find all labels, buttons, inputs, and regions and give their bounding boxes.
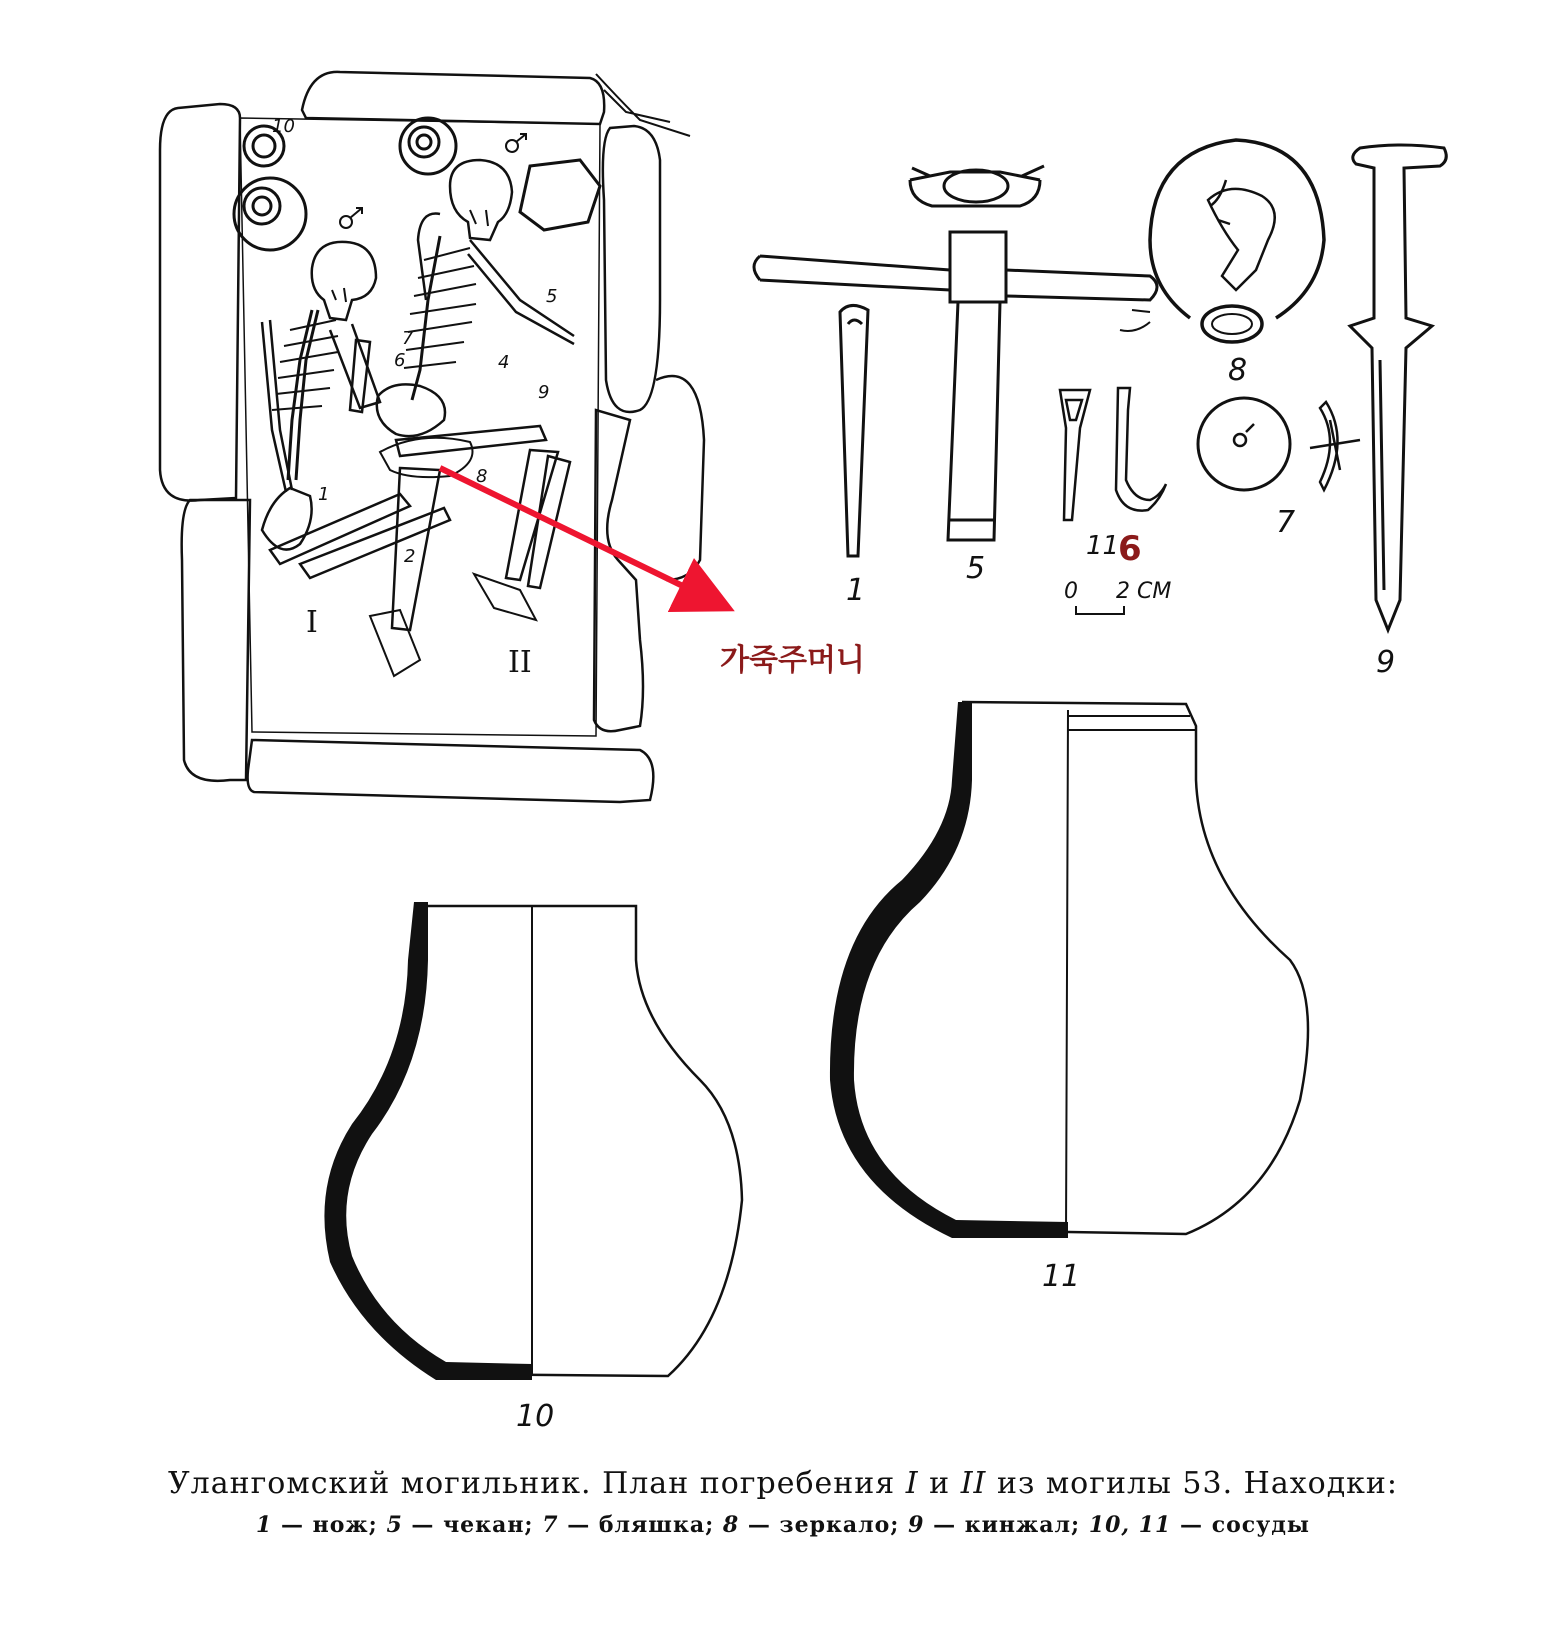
legend-item <box>542 1512 714 1538</box>
spine-2 <box>412 236 440 400</box>
skull-2 <box>450 160 512 240</box>
slab-top <box>302 72 604 124</box>
plan-numbers <box>272 116 557 567</box>
femur-2 <box>396 426 546 456</box>
vessel-10-outline <box>333 906 742 1376</box>
slab-left-upper <box>160 104 240 501</box>
legend-text: — бляшка; <box>567 1512 715 1538</box>
pouch-annotation: 가죽주머니 <box>720 643 865 678</box>
label-pick: 5 <box>966 551 986 586</box>
small-object-a <box>1060 390 1090 520</box>
caption-title-end: из могилы 53. Находки: <box>996 1466 1399 1501</box>
small-object-b <box>1116 388 1166 511</box>
burial-1-label: I <box>306 605 318 640</box>
caption-conj: и <box>929 1466 951 1501</box>
legend-num: 10, 11 <box>1088 1512 1172 1538</box>
slab-right-upper <box>603 126 660 412</box>
plan-num-1: 1 <box>318 484 330 505</box>
label-knife: 1 <box>846 573 866 608</box>
grave-vessel-11 <box>400 118 456 174</box>
knife-drawing <box>840 305 868 556</box>
scale-two-cm: 2 СМ <box>1116 579 1172 604</box>
burial-2-label: II <box>508 645 532 680</box>
grave-plan <box>160 72 704 802</box>
caption-legend <box>0 1512 1566 1538</box>
pelvis-2 <box>377 384 445 436</box>
legend-num: 5 <box>386 1512 403 1538</box>
label-vessel-11: 11 <box>1042 1259 1081 1294</box>
label-added-6: 6 <box>1118 529 1142 569</box>
caption-roman-1: I <box>905 1466 919 1501</box>
label-vessel-10: 10 <box>516 1399 555 1434</box>
legend-text: — сосуды <box>1180 1512 1310 1538</box>
legend-item <box>386 1512 533 1538</box>
vessel-11-section <box>830 702 1068 1238</box>
skull-1 <box>312 242 376 320</box>
finds-labels <box>846 353 1395 680</box>
ulna-1 <box>350 340 370 412</box>
legend-item <box>1089 1512 1310 1538</box>
grave-vessel-10 <box>234 126 306 250</box>
plaque-drawing <box>1198 398 1360 490</box>
plan-num-7: 7 <box>402 328 414 349</box>
plan-num-6: 6 <box>394 350 406 371</box>
crack-lines <box>596 74 690 136</box>
slab-right-lower <box>594 410 643 731</box>
vessel-10-section <box>324 902 532 1380</box>
plan-num-8: 8 <box>476 466 488 487</box>
arm-2 <box>418 214 574 344</box>
caption-roman-2: II <box>960 1466 987 1501</box>
dagger-drawing <box>1350 145 1446 630</box>
legend-num: 9 <box>908 1512 925 1538</box>
caption-title <box>0 1466 1566 1501</box>
plan-num-5: 5 <box>546 286 558 307</box>
scale-zero: 0 <box>1064 579 1078 604</box>
ribs-2 <box>404 248 476 368</box>
label-dagger: 9 <box>1376 645 1396 680</box>
legend-text: — кинжал; <box>933 1512 1081 1538</box>
mirror-drawing <box>1150 140 1324 342</box>
skeleton-1 <box>262 242 450 578</box>
legend-item <box>723 1512 900 1538</box>
slab-right-outer <box>656 376 704 580</box>
legend-num: 8 <box>722 1512 740 1538</box>
plan-num-4: 4 <box>498 352 510 373</box>
scale-bar <box>1076 606 1124 614</box>
pick-drawing <box>754 166 1157 540</box>
legend-text: — чекан; <box>411 1512 534 1538</box>
legend-text: — зеркало; <box>747 1512 900 1538</box>
label-mirror: 8 <box>1228 353 1248 388</box>
legend-item <box>256 1512 378 1538</box>
annotation-arrow <box>440 468 724 606</box>
spine-1 <box>288 310 318 480</box>
slab-left-lower <box>182 500 250 781</box>
legend-num: 1 <box>256 1512 273 1538</box>
vessel-11-drawing <box>830 702 1308 1294</box>
plan-num-10: 10 <box>272 116 295 137</box>
legend-item <box>908 1512 1080 1538</box>
label-plaque: 7 <box>1276 505 1296 540</box>
legend-text: — нож; <box>280 1512 378 1538</box>
caption-title-start: Улангомский могильник. План погребения <box>167 1466 896 1501</box>
stone-block <box>520 160 600 230</box>
skeleton-2 <box>370 160 574 676</box>
pelvis-1 <box>262 488 312 550</box>
plan-num-9: 9 <box>538 382 550 403</box>
pouch-area <box>380 438 473 477</box>
vessel-10-drawing <box>324 902 742 1434</box>
pit-outline <box>240 118 600 736</box>
plan-num-2: 2 <box>404 546 416 567</box>
vessel-11-outline <box>842 702 1308 1234</box>
legend-num: 7 <box>542 1512 559 1538</box>
slab-bottom <box>248 740 654 802</box>
label-11-small: 11 <box>1086 531 1120 561</box>
